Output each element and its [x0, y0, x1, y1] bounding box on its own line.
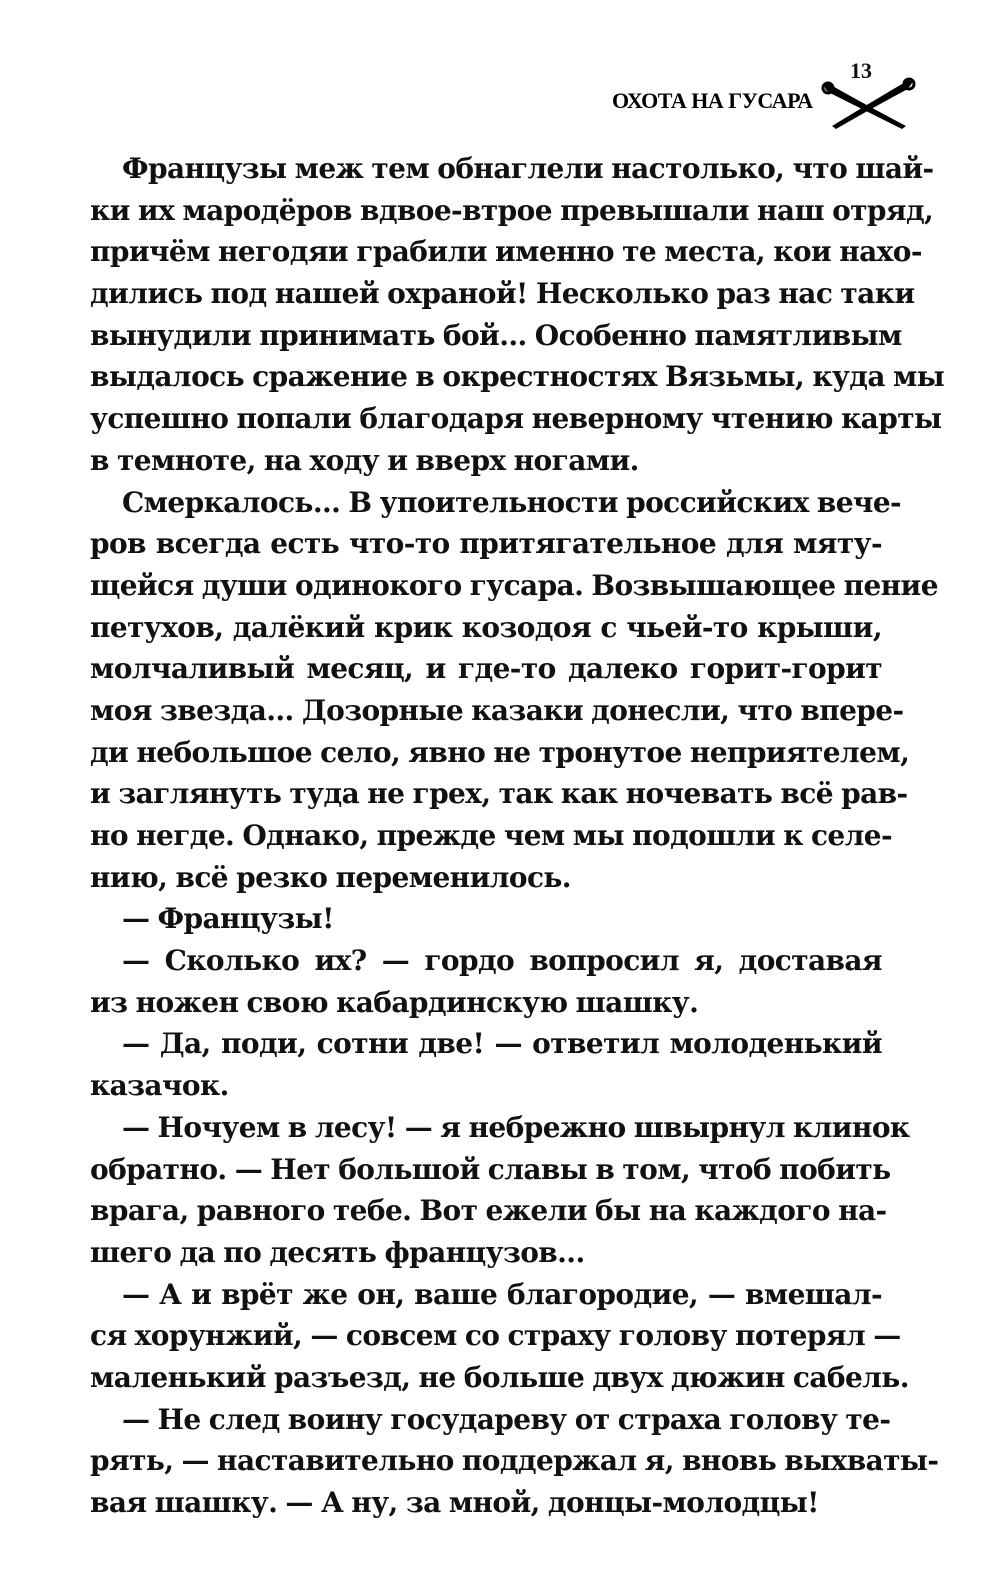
text-line: в темноте, на ходу и вверх ногами. — [90, 443, 639, 477]
text-line: дились под нашей охраной! Несколько раз нас таки — [90, 277, 915, 311]
text-line: казачок. — [90, 1069, 229, 1103]
text-line: — Французы! — [122, 902, 334, 936]
page-header — [600, 58, 930, 128]
text-line: Смеркалось... В упоительности российских вече- — [122, 485, 902, 519]
text-line: обратно. — Нет большой славы в том, чтоб побить — [90, 1152, 891, 1186]
body-text — [90, 148, 945, 1524]
text-line: — Не след воину государеву от страха голову те- — [122, 1402, 891, 1436]
text-line: причём негодяи грабили именно те места, кои нахо- — [90, 235, 922, 269]
text-line: выдалось сражение в окрестностях Вязьмы, куда мы — [90, 360, 945, 394]
page-number: 13 — [850, 58, 872, 83]
text-line: вынудили принимать бой... Особенно памятливым — [90, 318, 902, 352]
text-line: из ножен свою кабардинскую шашку. — [90, 985, 699, 1019]
text-line: врага, равного тебе. Вот ежели бы на каждого на- — [90, 1194, 887, 1228]
text-line: ди небольшое село, явно не тронутое неприятелем, — [90, 735, 910, 769]
text-line: — А и врёт же он, ваше благородие, — вмешал- — [122, 1277, 882, 1311]
text-line: маленький разъезд, не больше двух дюжин сабель. — [90, 1360, 909, 1394]
text-line: моя звезда... Дозорные казаки донесли, что впере- — [90, 693, 904, 727]
text-line: — Ночуем в лесу! — я небрежно швырнул клинок — [122, 1110, 910, 1144]
text-line: ся хорунжий, — совсем со страху голову потерял — — [90, 1319, 901, 1353]
text-line: петухов, далёкий крик козодоя с чьей-то крыши, — [90, 610, 882, 644]
text-line: шего да по десять французов... — [90, 1235, 585, 1269]
text-line: ки их мародёров вдвое-втрое превышали наш отряд, — [90, 193, 934, 227]
text-line: рять, — наставительно поддержал я, вновь выхваты- — [90, 1444, 939, 1478]
running-title: ОХОТА НА ГУСАРА — [612, 88, 813, 113]
text-line: — Да, поди, сотни две! — ответил молоденький — [122, 1027, 882, 1061]
text-line: — Сколько их? — гордо вопросил я, доставая — [122, 944, 882, 978]
crossed-sabres-icon — [818, 76, 918, 130]
text-line: вая шашку. — А ну, за мной, донцы-молодцы! — [90, 1486, 819, 1519]
text-line: Французы меж тем обнаглели настолько, что шай- — [122, 152, 934, 185]
text-line: успешно попали благодаря неверному чтению карты — [90, 402, 942, 436]
text-line: молчаливый месяц, и где-то далеко горит-горит — [90, 652, 882, 686]
text-line: нию, всё резко переменилось. — [90, 860, 571, 894]
text-line: ров всегда есть что-то притягательное для мяту- — [90, 527, 882, 561]
text-line: и заглянуть туда не грех, так как ночевать всё рав- — [90, 777, 908, 811]
text-line: щейся души одинокого гусара. Возвышающее пение — [90, 568, 938, 602]
text-line: но негде. Однако, прежде чем мы подошли к селе- — [90, 819, 893, 852]
